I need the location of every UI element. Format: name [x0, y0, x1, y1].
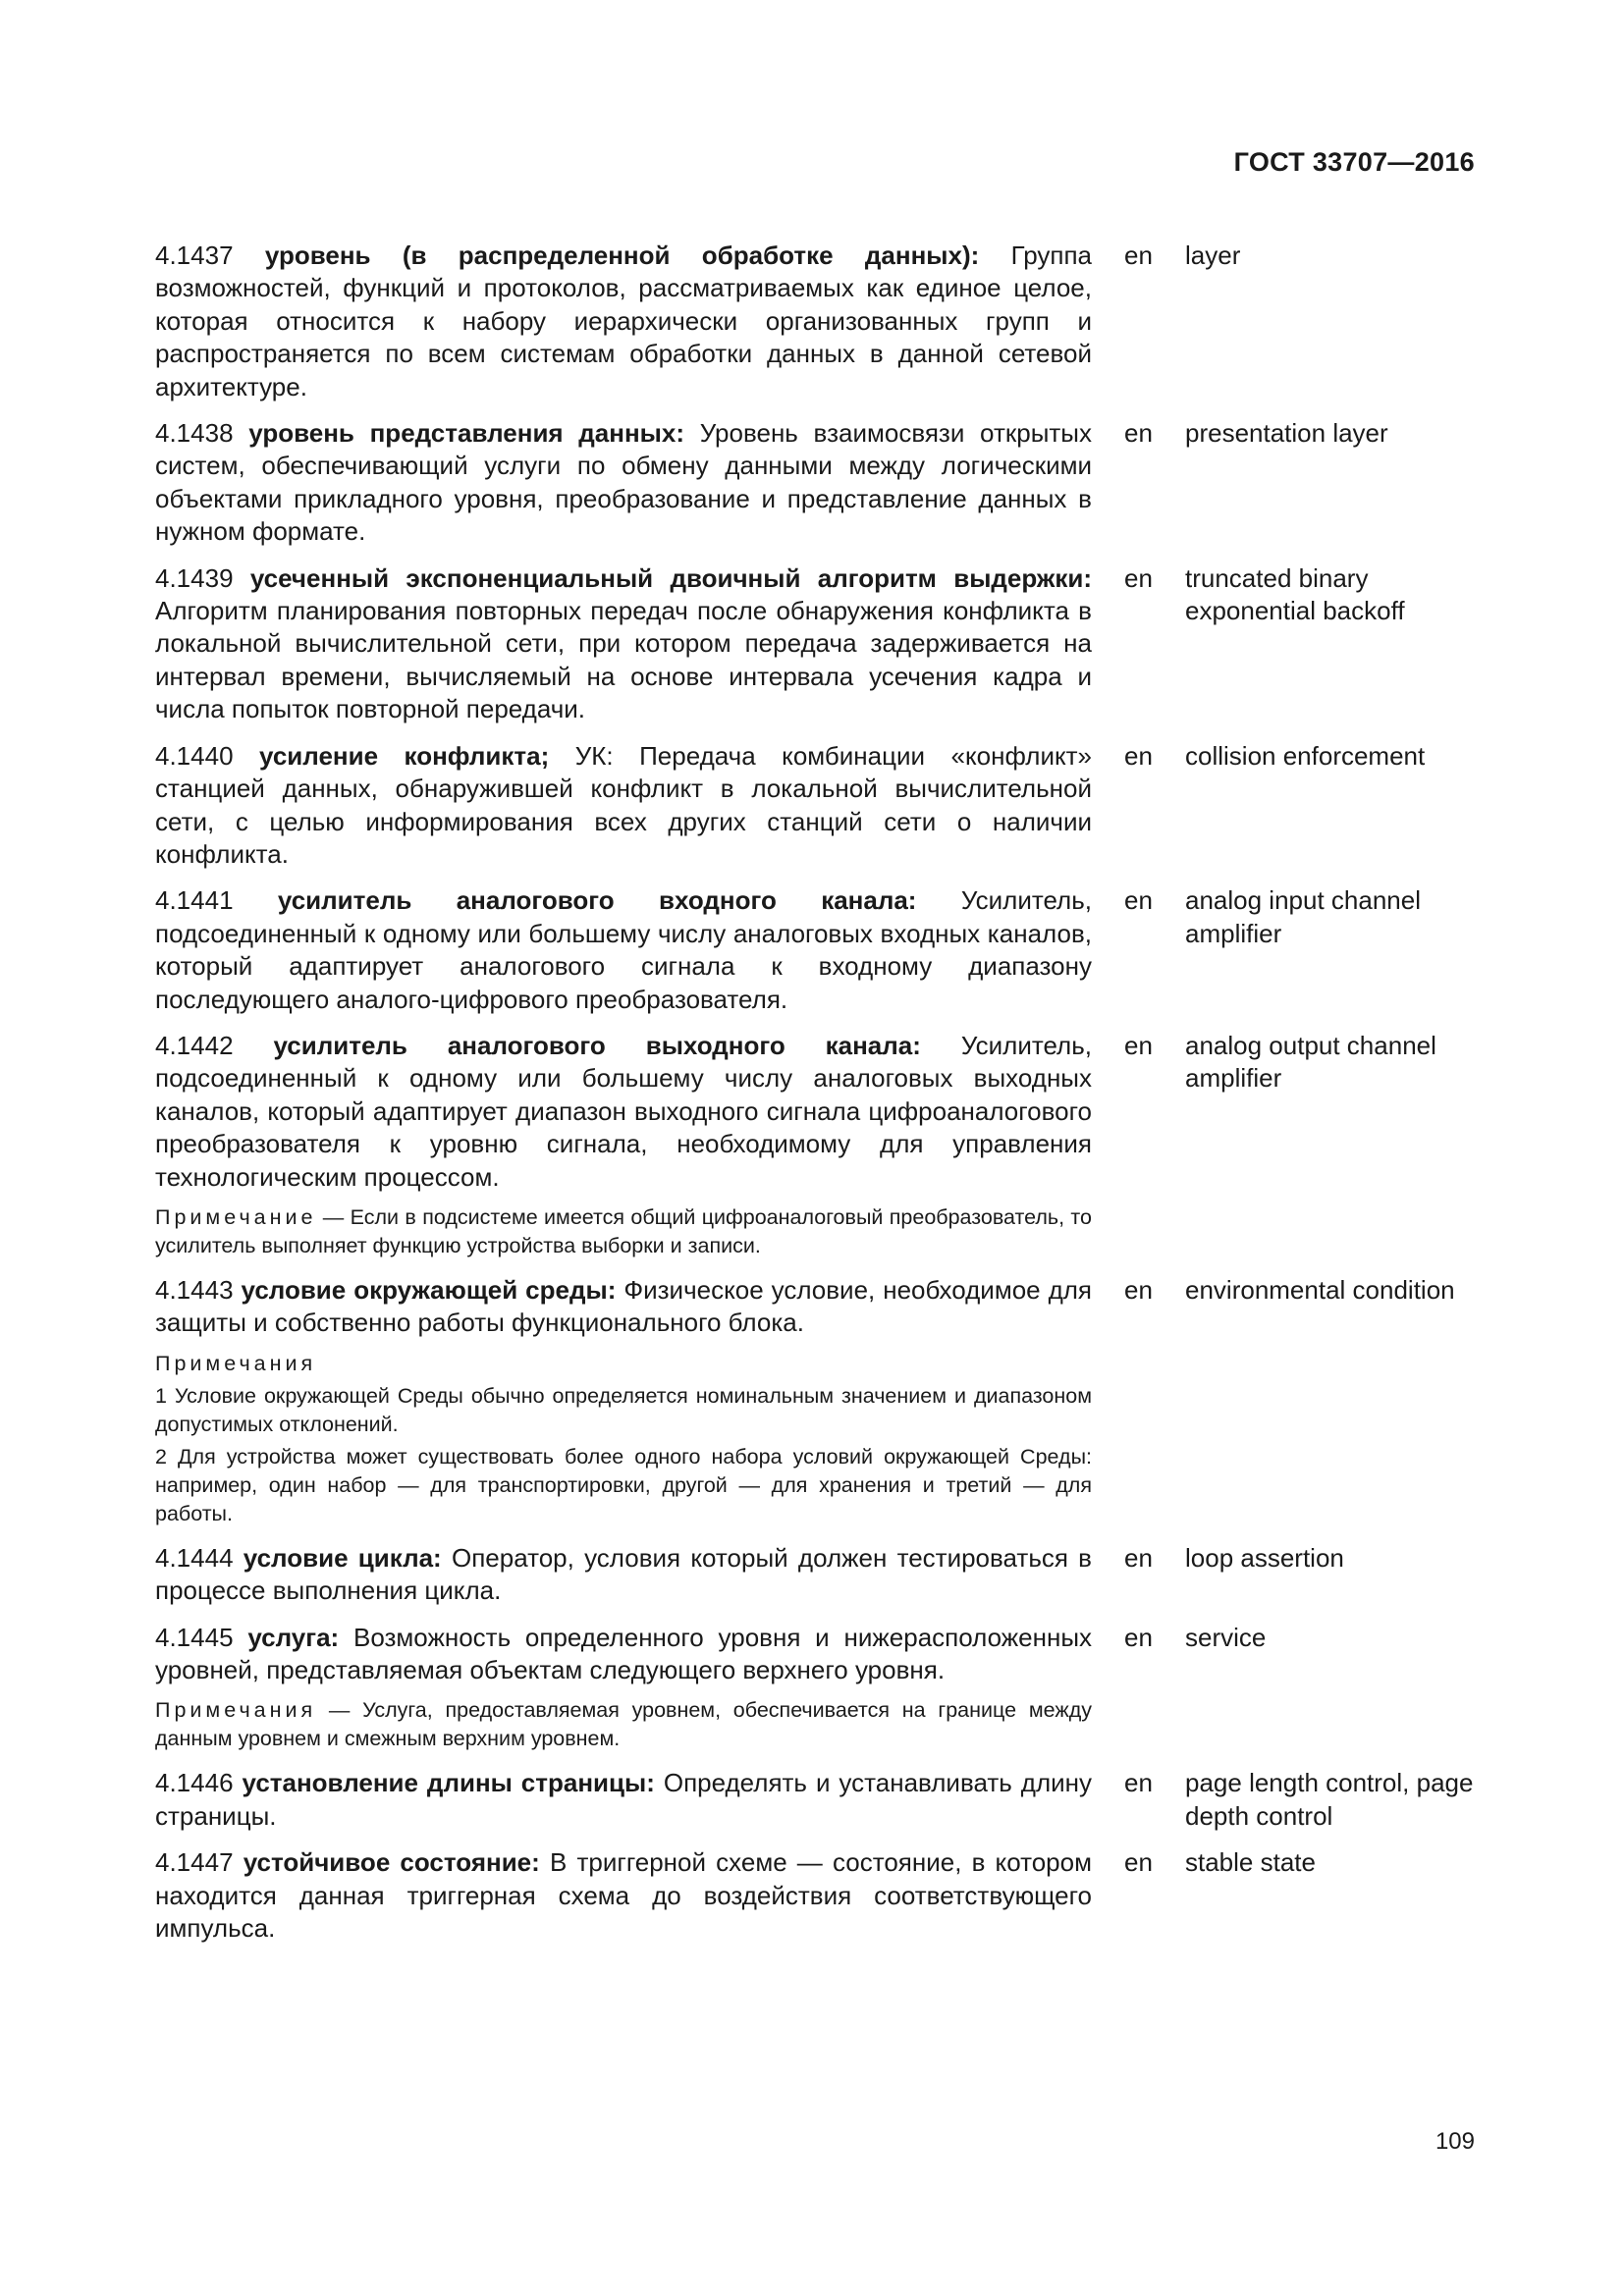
language-code: en	[1124, 418, 1153, 449]
page-number: 109	[1435, 2128, 1475, 2155]
term-name: уровень (в распределенной обработке данных):	[264, 240, 980, 270]
term-translation: environmental condition	[1185, 1274, 1455, 1305]
term-entry-1447	[155, 1846, 1490, 1945]
term-translation: page length control, page depth control	[1185, 1768, 1474, 1831]
language-code: en	[1124, 1030, 1153, 1060]
note-label: Примечание	[155, 1204, 317, 1229]
term-definition: Оператор, условия который должен тестироваться в процессе выполнения цикла.	[155, 1542, 1092, 1606]
terms-list	[155, 240, 1490, 1958]
term-entry-1439	[155, 562, 1490, 726]
term-definition: Усилитель, подсоединенный к одному или большему числу аналоговых входных каналов, который адаптирует аналогового сигнала к входному диапазону последующего аналого-цифрового преобразователя.	[155, 885, 1092, 1014]
note-1443	[155, 1350, 1092, 1528]
term-number: 4.1447	[155, 1847, 234, 1878]
term-text	[155, 1622, 1092, 1687]
term-entry-1445	[155, 1622, 1490, 1687]
term-definition: В триггерной схеме — состояние, в котором находится данная триггерная схема до воздействия соответствующего импульса.	[155, 1847, 1092, 1944]
term-definition: Усилитель, подсоединенный к одному или большему числу аналоговых выходных каналов, который адаптирует диапазон выходного сигнала цифроаналогового преобразователя к уровню сигнала, необходимому для управления технологическим процессом.	[155, 1030, 1092, 1192]
term-translation: presentation layer	[1185, 418, 1388, 449]
term-text	[155, 562, 1092, 726]
term-number: 4.1441	[155, 885, 234, 916]
term-name: уровень представления данных:	[248, 418, 684, 449]
term-number: 4.1439	[155, 562, 234, 593]
term-number: 4.1438	[155, 418, 234, 449]
term-number: 4.1444	[155, 1542, 234, 1573]
note-paragraph	[155, 1203, 1092, 1260]
term-entry-1437	[155, 240, 1490, 403]
term-translation: analog output channel amplifier	[1185, 1030, 1436, 1094]
note-paragraph	[155, 1696, 1092, 1753]
term-entry-1446	[155, 1767, 1490, 1833]
language-code: en	[1124, 1274, 1153, 1305]
term-name: усеченный экспоненциальный двоичный алгоритм выдержки:	[249, 562, 1092, 593]
term-text	[155, 1542, 1092, 1608]
term-definition: Группа возможностей, функций и протоколов, рассматриваемых как единое целое, которая относится к набору иерархически организованных групп и распространяется по всем системам обработки данных в данной сетевой архитектуре.	[155, 240, 1092, 401]
term-text	[155, 1274, 1092, 1340]
term-definition: УК: Передача комбинации «конфликт» станцией данных, обнаружившей конфликт в локальной вычислительной сети, с целью информирования всех других станций сети о наличии конфликта.	[155, 740, 1093, 869]
term-number: 4.1446	[155, 1768, 234, 1798]
term-name: услуга:	[247, 1622, 340, 1652]
note-item: 2 Для устройства может существовать более одного набора условий окружающей Среды: например, один набор — для транспортировки, другой — для хранения и третий — для работы.	[155, 1444, 1092, 1525]
term-name: установление длины страницы:	[242, 1768, 655, 1798]
term-text	[155, 1030, 1092, 1194]
note-text: — Если в подсистеме имеется общий цифроаналоговый преобразователь, то усилитель выполняет функцию устройства выборки и записи.	[155, 1204, 1092, 1257]
language-code: en	[1124, 740, 1153, 771]
standard-header: ГОСТ 33707—2016	[1233, 147, 1475, 177]
term-name: условие окружающей среды:	[241, 1274, 617, 1305]
term-text	[155, 240, 1092, 403]
term-translation: layer	[1185, 240, 1241, 270]
term-definition: Уровень взаимосвязи открытых систем, обеспечивающий услуги по обмену данными между логическими объектами прикладного уровня, преобразование и представление данных в нужном формате.	[155, 418, 1092, 547]
term-number: 4.1437	[155, 240, 234, 270]
language-code: en	[1124, 1622, 1153, 1652]
note-1445	[155, 1696, 1092, 1753]
term-translation: stable state	[1185, 1847, 1316, 1878]
term-entry-1438	[155, 417, 1490, 549]
language-code: en	[1124, 1542, 1153, 1573]
term-text	[155, 417, 1092, 549]
term-text	[155, 740, 1092, 872]
note-heading	[155, 1350, 1092, 1378]
term-entry-1443	[155, 1274, 1490, 1340]
term-translation: analog input channel amplifier	[1185, 885, 1421, 948]
term-translation: truncated binary exponential backoff	[1185, 562, 1405, 626]
term-name: устойчивое состояние:	[243, 1847, 540, 1878]
term-definition: Физическое условие, необходимое для защиты и собственно работы функционального блока.	[155, 1274, 1092, 1338]
term-entry-1440	[155, 740, 1490, 872]
term-text	[155, 1846, 1092, 1945]
note-label: Примечания	[155, 1351, 317, 1375]
term-text	[155, 884, 1092, 1016]
note-text: — Услуга, предоставляемая уровнем, обеспечивается на границе между данным уровнем и смежным верхним уровнем.	[155, 1698, 1092, 1751]
term-translation: service	[1185, 1622, 1267, 1652]
language-code: en	[1124, 240, 1153, 270]
term-number: 4.1440	[155, 740, 234, 771]
term-translation: collision enforcement	[1185, 740, 1426, 771]
term-name: условие цикла:	[243, 1542, 442, 1573]
note-item: 1 Условие окружающей Среды обычно определяется номинальным значением и диапазоном допустимых отклонений.	[155, 1383, 1092, 1436]
term-name: усилитель аналогового выходного канала:	[273, 1030, 921, 1060]
term-number: 4.1442	[155, 1030, 234, 1060]
term-name: усилитель аналогового входного канала:	[277, 885, 917, 916]
term-definition: Возможность определенного уровня и нижерасположенных уровней, представляемая объектам следующего верхнего уровня.	[155, 1622, 1093, 1684]
term-entry-1442	[155, 1030, 1490, 1194]
term-text	[155, 1767, 1092, 1833]
term-entry-1444	[155, 1542, 1490, 1608]
term-definition: Алгоритм планирования повторных передач после обнаружения конфликта в локальной вычислительной сети, при котором передача задерживается на интервал времени, вычисляемый на основе интервала усечения кадра и числа попыток повторной передачи.	[155, 596, 1092, 724]
language-code: en	[1124, 885, 1153, 916]
note-1442	[155, 1203, 1092, 1260]
note-label: Примечания	[155, 1698, 317, 1723]
language-code: en	[1124, 562, 1153, 593]
language-code: en	[1124, 1768, 1153, 1798]
language-code: en	[1124, 1847, 1153, 1878]
term-translation: loop assertion	[1185, 1542, 1344, 1573]
term-number: 4.1443	[155, 1274, 234, 1305]
term-name: усиление конфликта;	[259, 740, 550, 771]
term-entry-1441	[155, 884, 1490, 1016]
term-definition: Определять и устанавливать длину страницы.	[155, 1768, 1092, 1831]
term-number: 4.1445	[155, 1622, 234, 1652]
